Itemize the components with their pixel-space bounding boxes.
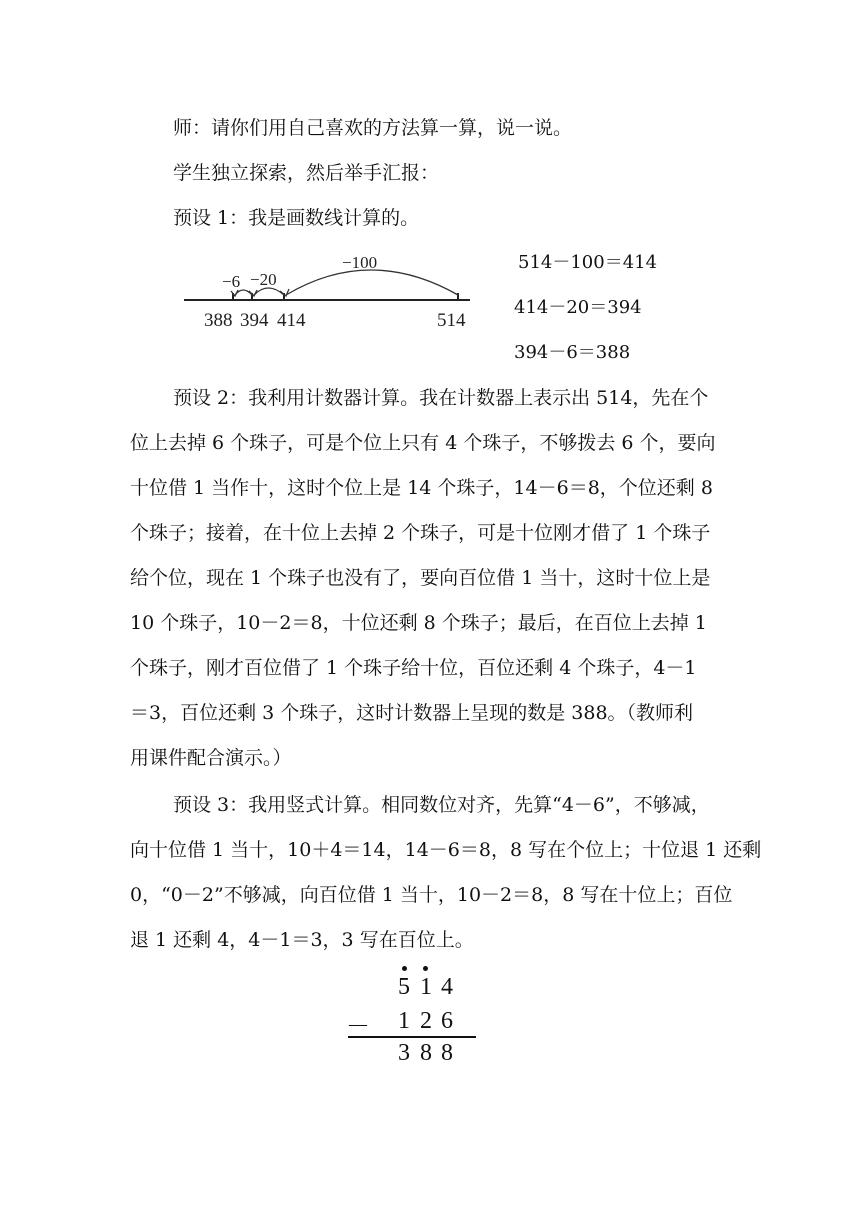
borrow-dot-hundreds: [402, 966, 407, 971]
subtrahend-digit-hundreds: 1: [398, 1008, 410, 1034]
preset2-line-9: 用课件配合演示。）: [130, 747, 292, 769]
result-digit-tens: 8: [420, 1040, 432, 1066]
jump-label-20: −20: [250, 270, 277, 289]
minuend-digit-tens: 1: [420, 974, 432, 1000]
equation-1: 514－100＝414: [518, 252, 658, 273]
preset3-line-2: 向十位借 1 当十，10＋4＝14，14－6＝8，8 写在个位上；十位退 1 还剩: [130, 839, 762, 861]
students-line: 学生独立探索，然后举手汇报：: [173, 162, 440, 184]
subtrahend-digit-ones: 6: [441, 1008, 453, 1034]
jump-arc-100: [286, 270, 458, 295]
result-line: [348, 1036, 476, 1038]
tick-label-514: 514: [437, 310, 466, 331]
preset2-line-6: 10 个珠子，10－2＝8，十位还剩 8 个珠子；最后，在百位上去掉 1: [130, 612, 707, 634]
equation-3: 394－6＝388: [514, 342, 631, 363]
subtrahend-digit-tens: 2: [420, 1008, 432, 1034]
result-digit-hundreds: 3: [398, 1040, 410, 1066]
tick-label-388: 388: [204, 310, 233, 331]
preset2-line-8: ＝3，百位还剩 3 个珠子，这时计数器上呈现的数是 388。（教师利: [130, 702, 694, 724]
number-line-diagram: [180, 245, 480, 335]
result-digit-ones: 8: [441, 1040, 453, 1066]
preset2-line-5: 给个位，现在 1 个珠子也没有了，要向百位借 1 当十，这时十位上是: [130, 567, 711, 589]
jump-label-6: −6: [222, 272, 241, 291]
preset3-line-1: 预设 3：我用竖式计算。相同数位对齐，先算“4－6”，不够减，: [173, 794, 710, 816]
minuend-digit-ones: 4: [441, 974, 453, 1000]
jump-label-100: −100: [342, 253, 378, 272]
teacher-line: 师：请你们用自己喜欢的方法算一算，说一说。: [173, 117, 573, 139]
preset2-line-1: 预设 2：我利用计数器计算。我在计数器上表示出 514，先在个: [173, 387, 709, 409]
minus-sign: －: [346, 1014, 370, 1040]
preset2-line-2: 位上去掉 6 个珠子，可是个位上只有 4 个珠子，不够拨去 6 个，要向: [130, 432, 716, 454]
minuend-digit-hundreds: 5: [398, 974, 410, 1000]
preset2-line-4: 个珠子；接着，在十位上去掉 2 个珠子，可是十位刚才借了 1 个珠子: [130, 522, 711, 544]
preset3-line-4: 退 1 还剩 4，4－1＝3，3 写在百位上。: [130, 929, 474, 951]
jump-arc-20: [254, 288, 284, 295]
preset3-line-3: 0，“0－2”不够减，向百位借 1 当十，10－2＝8，8 写在十位上；百位: [130, 884, 733, 906]
tick-label-394: 394: [240, 310, 269, 331]
vertical-subtraction: [340, 962, 490, 1072]
borrow-dot-tens: [423, 966, 428, 971]
equation-2: 414－20＝394: [514, 297, 642, 318]
tick-label-414: 414: [277, 310, 306, 331]
preset2-line-7: 个珠子，刚才百位借了 1 个珠子给十位，百位还剩 4 个珠子，4－1: [130, 657, 697, 679]
preset2-line-3: 十位借 1 当作十，这时个位上是 14 个珠子，14－6＝8，个位还剩 8: [130, 477, 713, 499]
preset1-line: 预设 1：我是画数线计算的。: [173, 207, 420, 229]
